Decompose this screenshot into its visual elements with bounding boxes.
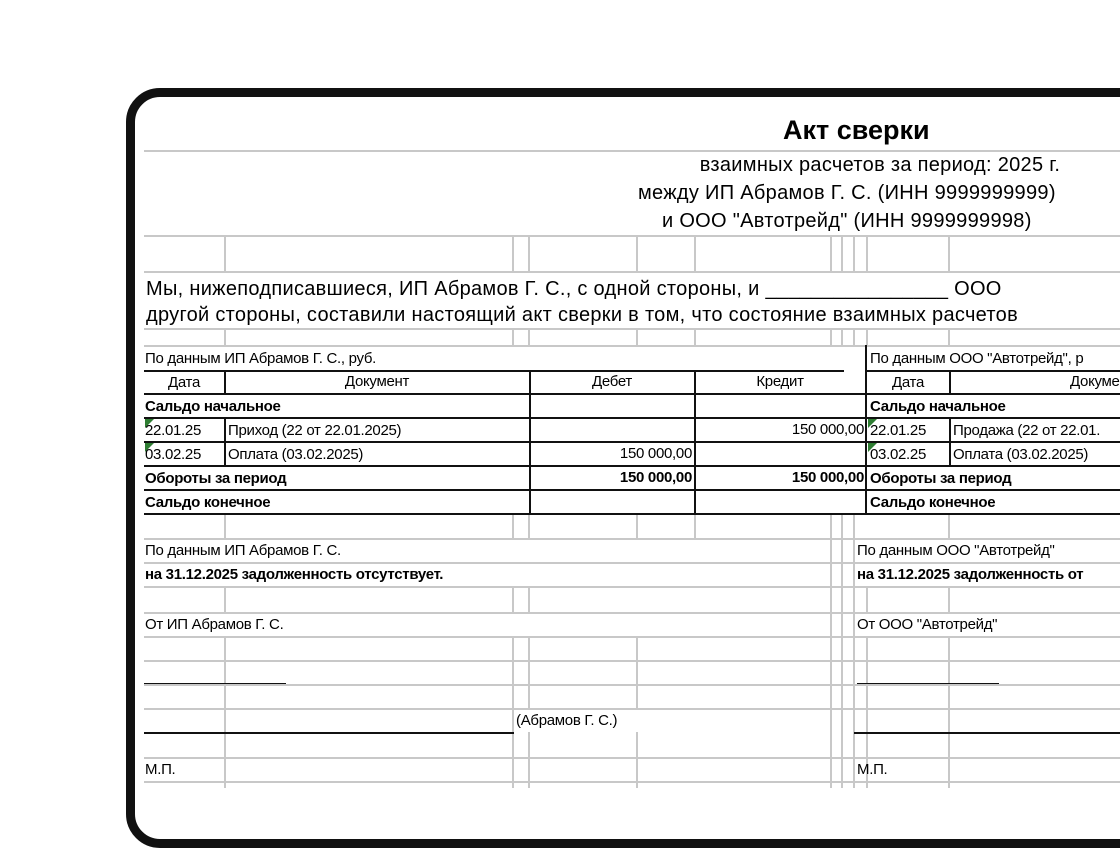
right-closing-balance: Сальдо конечное [870,494,996,511]
right-row-2-date: 03.02.25 [870,446,926,463]
right-turnover-label: Обороты за период [870,470,1012,487]
left-closing-balance: Сальдо конечное [145,494,271,511]
left-turnover-credit: 150 000,00 [791,469,864,486]
right-row-2-document: Оплата (03.02.2025) [953,446,1089,463]
right-row-1-date: 22.01.25 [870,422,926,439]
left-stamp-place: М.П. [145,761,176,778]
left-summary-label: По данным ИП Абрамов Г. С. [145,542,341,559]
subtitle-parties: между ИП Абрамов Г. С. (ИНН 9999999999) [638,182,1056,204]
left-row-1-document: Приход (22 от 22.01.2025) [228,422,402,439]
spreadsheet-sheet [126,88,1120,800]
left-turnover-label: Обороты за период [145,470,287,487]
left-summary-text: на 31.12.2025 задолженность отсутствует. [145,566,444,583]
left-turnover-debit: 150 000,00 [619,469,692,486]
left-row-1-credit: 150 000,00 [791,421,864,438]
right-summary-label: По данным ООО "Автотрейд" [857,542,1055,559]
right-opening-balance: Сальдо начальное [870,398,1006,415]
left-row-2-document: Оплата (03.02.2025) [228,446,364,463]
right-stamp-place: М.П. [857,761,888,778]
right-row-1-document: Продажа (22 от 22.01. [953,422,1101,439]
right-table-header: По данным ООО "Автотрейд", р [870,350,1084,367]
subtitle-counterparty: и ООО "Автотрейд" (ИНН 9999999998) [662,210,1032,232]
right-signatory-label: От ООО "Автотрейд" [857,616,998,633]
subtitle-period: взаимных расчетов за период: 2025 г. [699,154,1061,176]
left-signatory-name: (Абрамов Г. С.) [516,712,618,729]
left-col-document: Документ [344,373,410,390]
intro-line-1: Мы, нижеподписавшиеся, ИП Абрамов Г. С., с одной стороны, и ________________ ООО [146,278,1002,300]
left-table-header: По данным ИП Абрамов Г. С., руб. [145,350,376,367]
intro-line-2: другой стороны, составили настоящий акт сверки в том, что состояние взаимных расчетов [146,304,1019,326]
left-row-2-date: 03.02.25 [145,446,201,463]
left-signatory-label: От ИП Абрамов Г. С. [145,616,284,633]
left-row-1-date: 22.01.25 [145,422,201,439]
left-opening-balance: Сальдо начальное [145,398,281,415]
left-col-debit: Дебет [592,373,632,390]
left-col-date: Дата [167,374,200,391]
right-summary-text: на 31.12.2025 задолженность от [857,566,1084,583]
document-title: Акт сверки [783,115,930,145]
right-col-document: Докуме [1070,373,1120,390]
right-col-date: Дата [891,374,924,391]
left-col-credit: Кредит [756,373,804,390]
left-row-2-debit: 150 000,00 [619,445,692,462]
document-frame [126,88,1120,848]
